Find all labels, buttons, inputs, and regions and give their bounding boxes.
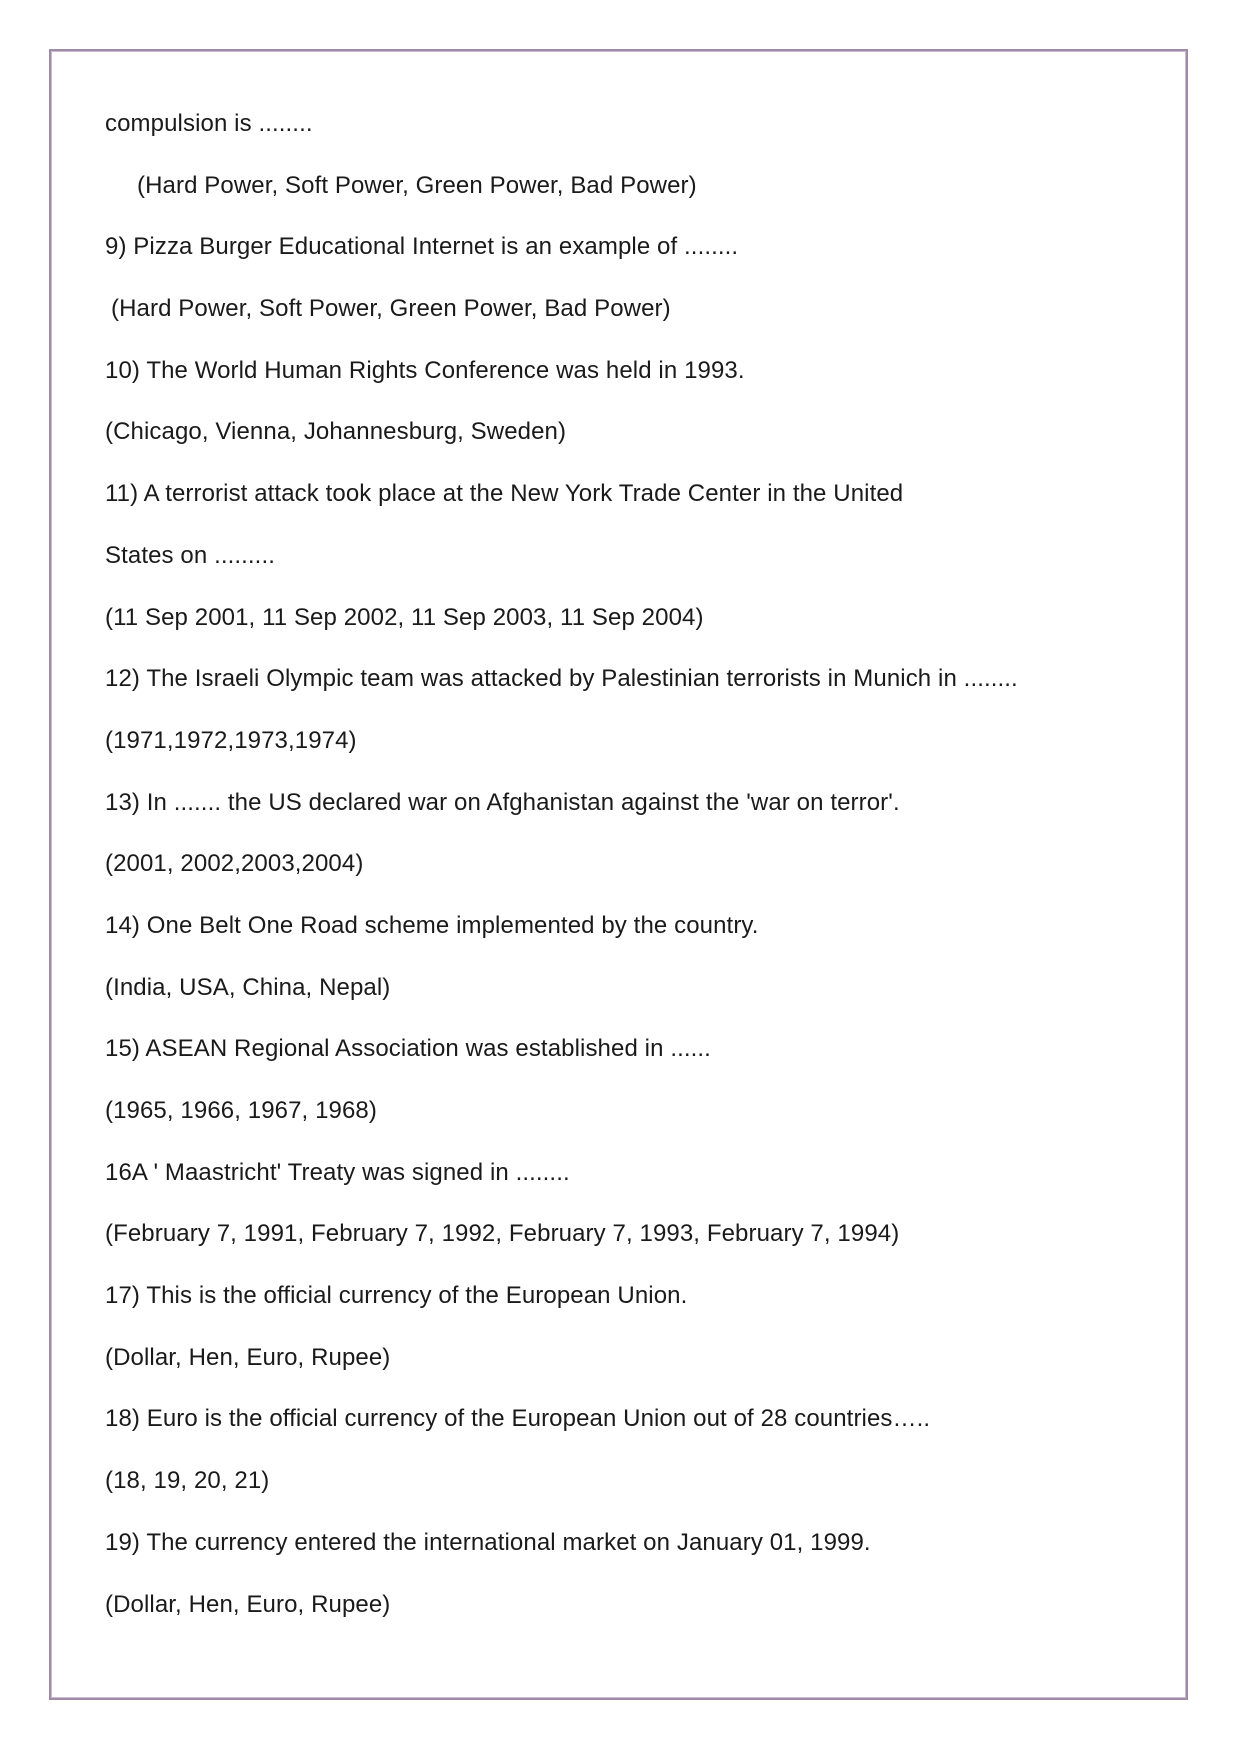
question-12-options: (1971,1972,1973,1974) — [105, 726, 357, 754]
question-13: 13) In ....... the US declared war on Afghanistan against the 'war on terror'. — [105, 788, 900, 816]
question-15-options: (1965, 1966, 1967, 1968) — [105, 1097, 377, 1124]
question-12: 12) The Israeli Olympic team was attacked by Palestinian terrorists in Munich in ........ — [105, 665, 1018, 693]
question-15: 15) ASEAN Regional Association was established in ...... — [105, 1035, 711, 1063]
question-8-continuation: compulsion is ........ — [105, 110, 313, 137]
question-19: 19) The currency entered the international market on January 01, 1999. — [105, 1528, 871, 1556]
question-11-continuation: States on ......... — [105, 541, 275, 569]
question-17: 17) This is the official currency of the European Union. — [105, 1282, 688, 1310]
question-13-options: (2001, 2002,2003,2004) — [105, 850, 364, 878]
question-11: 11) A terrorist attack took place at the New York Trade Center in the United — [105, 480, 904, 508]
question-19-options: (Dollar, Hen, Euro, Rupee) — [105, 1590, 391, 1618]
question-14: 14) One Belt One Road scheme implemented by the country. — [105, 911, 759, 939]
question-18-options: (18, 19, 20, 21) — [105, 1467, 270, 1495]
question-11-options: (11 Sep 2001, 11 Sep 2002, 11 Sep 2003, 11 Sep 2004) — [105, 603, 704, 631]
question-9-options: (Hard Power, Soft Power, Green Power, Bad Power) — [111, 295, 671, 323]
question-9: 9) Pizza Burger Educational Internet is an example of ........ — [105, 233, 739, 261]
question-16: 16A ' Maastricht' Treaty was signed in ........ — [105, 1158, 570, 1186]
question-14-options: (India, USA, China, Nepal) — [105, 973, 391, 1001]
question-10-options: (Chicago, Vienna, Johannesburg, Sweden) — [105, 418, 567, 446]
question-10: 10) The World Human Rights Conference was held in 1993. — [105, 356, 745, 384]
question-16-options: (February 7, 1991, February 7, 1992, February 7, 1993, February 7, 1994) — [105, 1220, 900, 1248]
question-17-options: (Dollar, Hen, Euro, Rupee) — [105, 1343, 391, 1371]
question-8-options: (Hard Power, Soft Power, Green Power, Bad Power) — [137, 171, 697, 199]
document-body — [105, 93, 1145, 1635]
question-18: 18) Euro is the official currency of the European Union out of 28 countries….. — [105, 1405, 931, 1433]
